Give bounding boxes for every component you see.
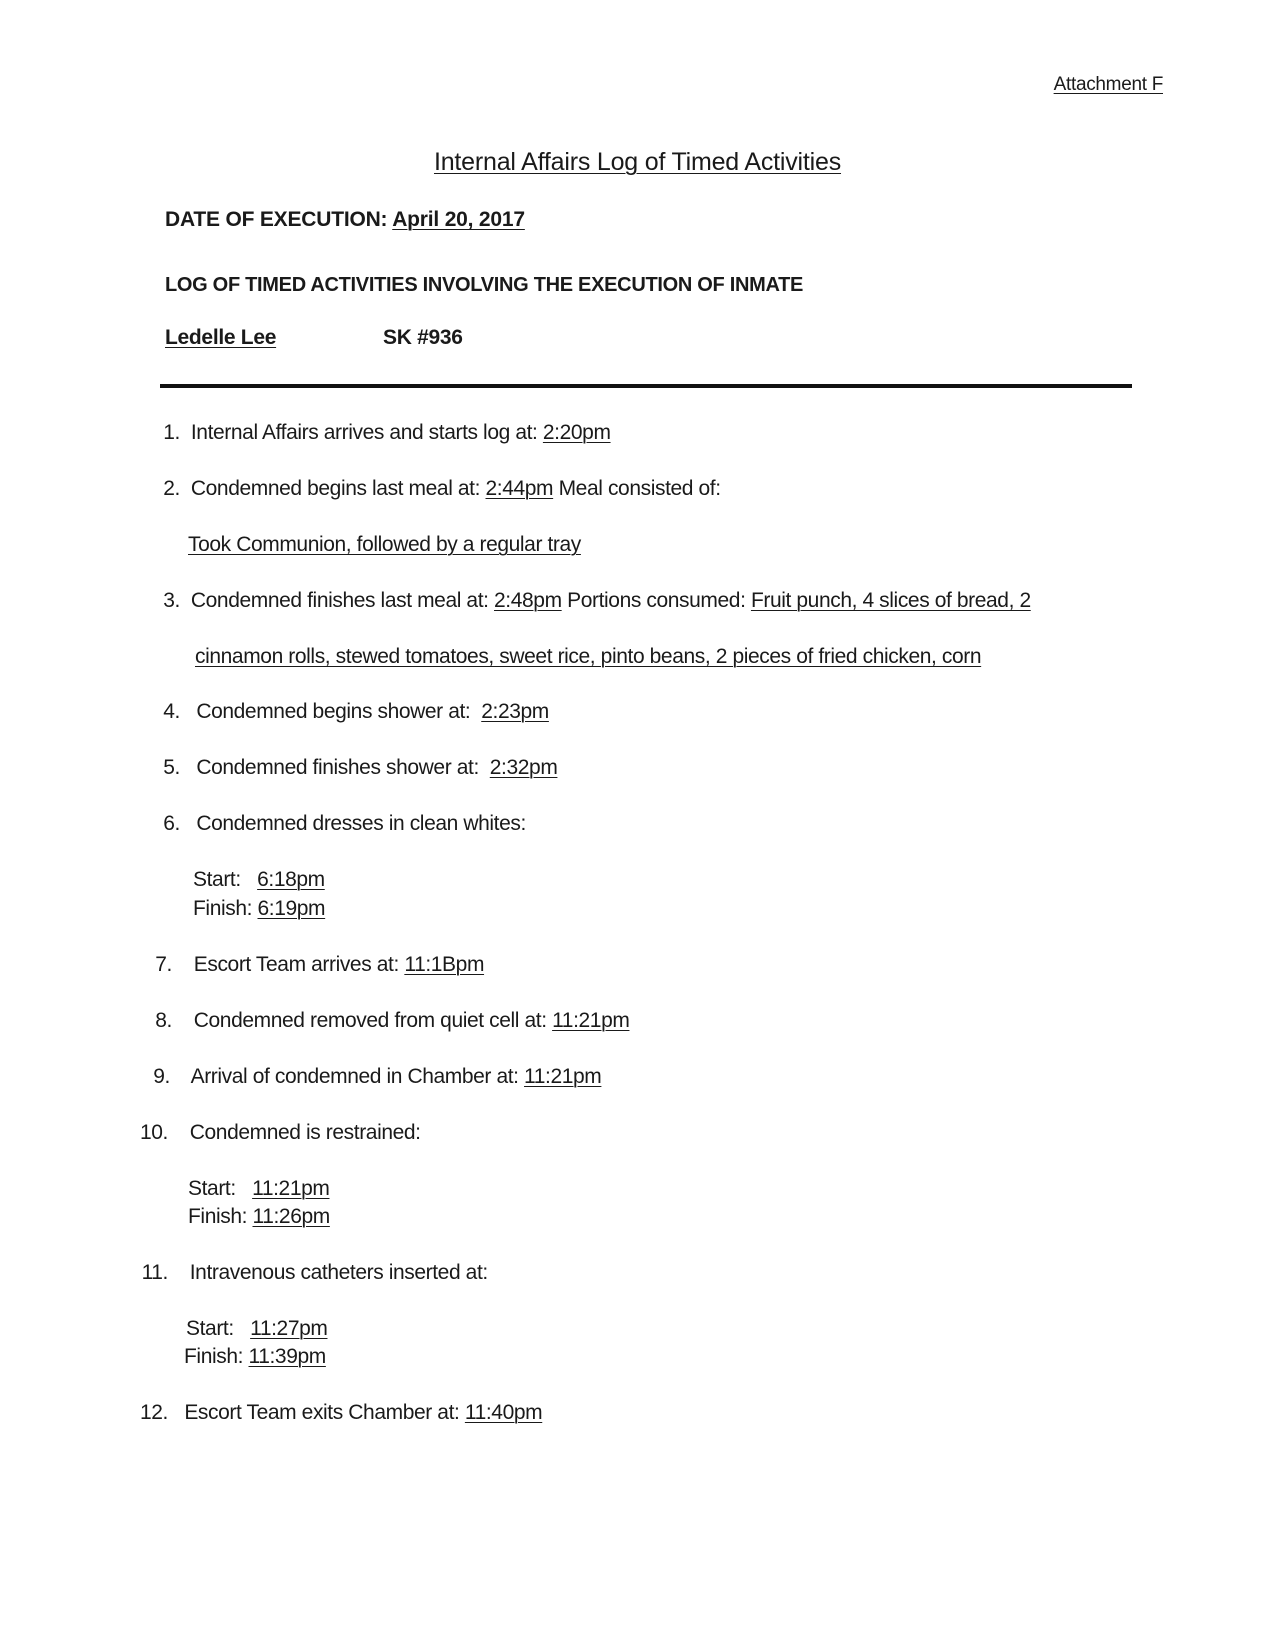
time-value: 6:19pm: [257, 897, 326, 920]
time-value: 2:44pm: [485, 477, 554, 500]
log-item-6: 6. Condemned dresses in clean whites:: [163, 812, 526, 835]
date-of-execution: [165, 208, 525, 232]
start-time: Start: 11:27pm: [186, 1317, 328, 1340]
log-item-10: 10. Condemned is restrained:: [140, 1121, 421, 1144]
log-item-12: 12. Escort Team exits Chamber at: 11:40pm: [140, 1401, 543, 1424]
finish-time: Finish: 11:26pm: [188, 1205, 330, 1228]
log-item-3: 3. Condemned finishes last meal at: 2:48pm Portions consumed: Fruit punch, 4 slices of bread, 2: [163, 589, 1031, 612]
time-value: 11:40pm: [464, 1401, 543, 1424]
time-value: 11:1Bpm: [404, 953, 485, 976]
time-value: 11:27pm: [250, 1317, 328, 1340]
page-title: Internal Affairs Log of Timed Activities: [433, 148, 842, 176]
time-value: 11:21pm: [252, 1177, 330, 1200]
finish-time: Finish: 11:39pm: [184, 1345, 326, 1368]
time-value: 11:21pm: [552, 1009, 630, 1032]
start-time: Start: 6:18pm: [193, 868, 325, 891]
log-item-5: 5. Condemned finishes shower at: 2:32pm: [163, 756, 558, 779]
time-value: 11:26pm: [252, 1205, 330, 1228]
log-item-11: 11. Intravenous catheters inserted at:: [141, 1261, 488, 1284]
log-item-8: 8. Condemned removed from quiet cell at: 11:21pm: [155, 1009, 630, 1032]
finish-time: Finish: 6:19pm: [193, 897, 326, 920]
attachment-label: Attachment F: [1053, 74, 1163, 95]
meal-detail: Took Communion, followed by a regular tray: [188, 533, 581, 556]
log-item-9: 9. Arrival of condemned in Chamber at: 11:21pm: [153, 1065, 602, 1088]
portions-detail-continued: cinnamon rolls, stewed tomatoes, sweet rice, pinto beans, 2 pieces of fried chicken, corn: [195, 645, 982, 668]
start-time: Start: 11:21pm: [188, 1177, 330, 1200]
log-item-7: 7. Escort Team arrives at: 11:1Bpm: [155, 953, 485, 976]
time-value: 2:48pm: [494, 589, 562, 612]
inmate-id: SK #936: [383, 326, 463, 349]
date-value: April 20, 2017: [392, 208, 525, 231]
log-item-4: 4. Condemned begins shower at: 2:23pm: [163, 700, 549, 723]
time-value: 11:39pm: [248, 1345, 326, 1368]
portions-detail: Fruit punch, 4 slices of bread, 2: [750, 589, 1031, 612]
divider-rule: [160, 384, 1132, 388]
date-label: DATE OF EXECUTION:: [165, 208, 388, 231]
time-value: 2:32pm: [489, 756, 558, 779]
inmate-name: Ledelle Lee: [165, 326, 277, 349]
time-value: 2:23pm: [481, 700, 549, 723]
log-heading: LOG OF TIMED ACTIVITIES INVOLVING THE EXECUTION OF INMATE: [165, 274, 804, 296]
time-value: 11:21pm: [524, 1065, 602, 1088]
time-value: 2:20pm: [542, 421, 611, 444]
log-item-1: 1. Internal Affairs arrives and starts log at: 2:20pm: [163, 421, 611, 444]
time-value: 6:18pm: [257, 868, 325, 891]
log-item-2: 2. Condemned begins last meal at: 2:44pm Meal consisted of:: [163, 477, 721, 500]
